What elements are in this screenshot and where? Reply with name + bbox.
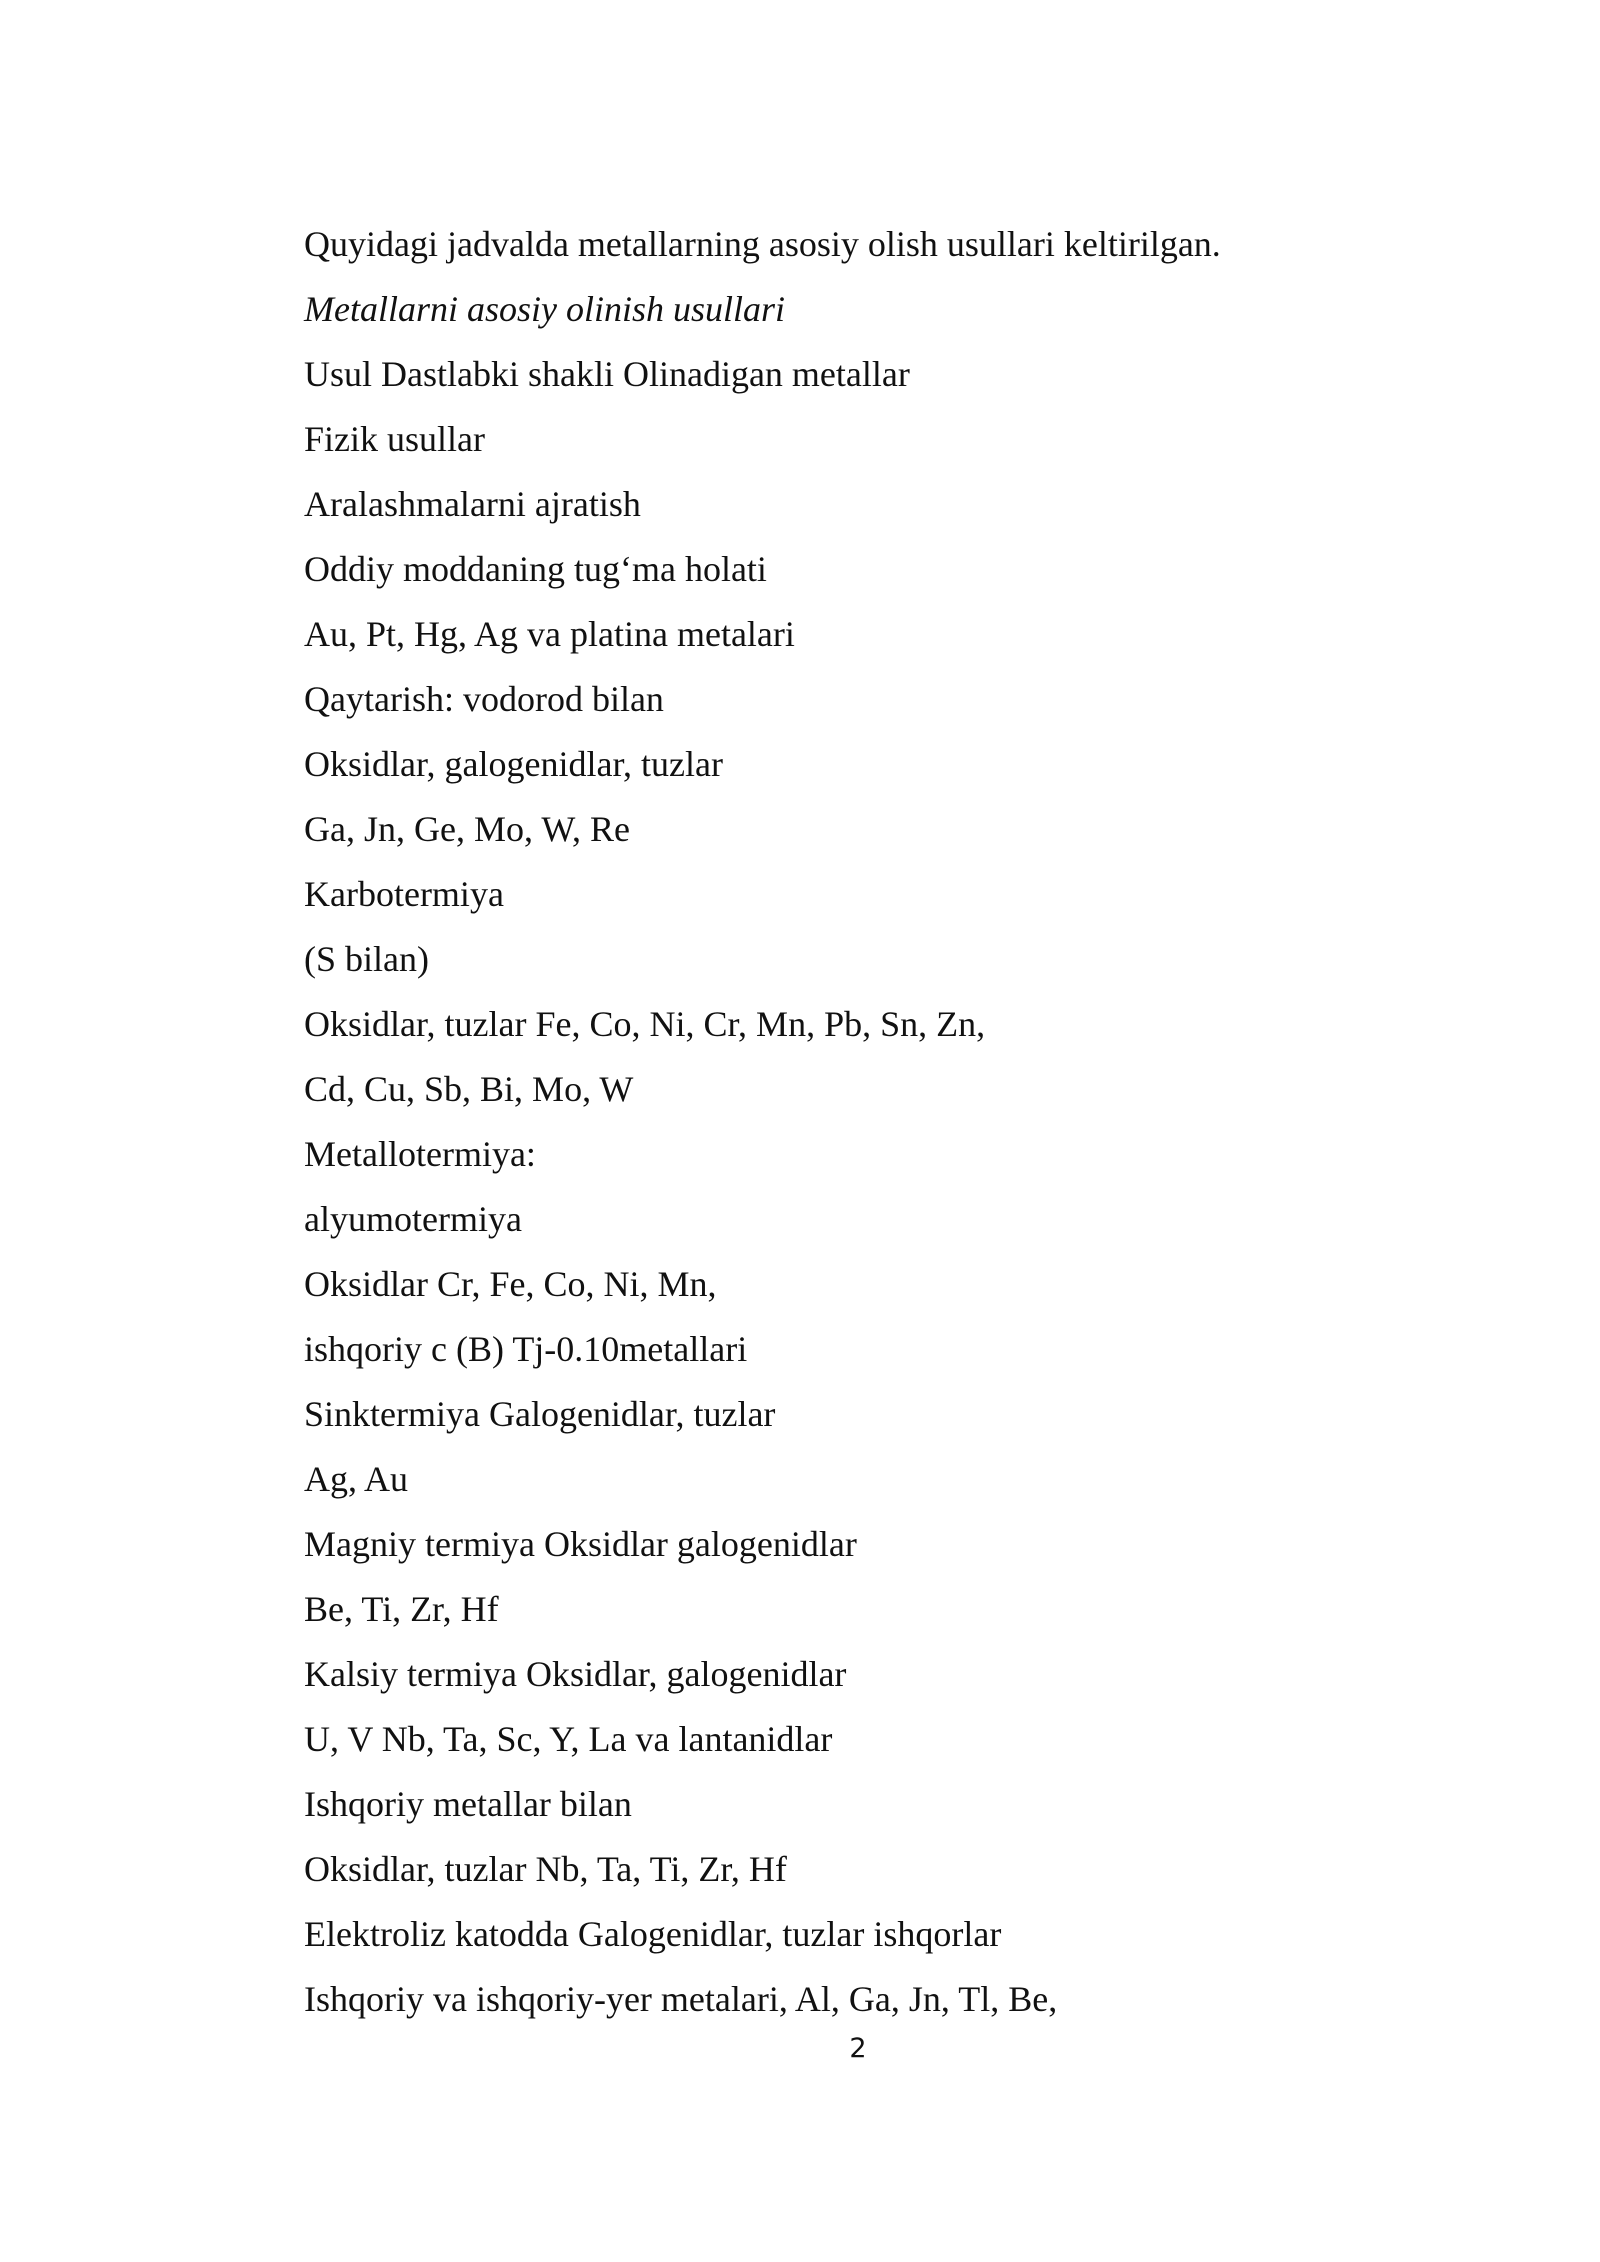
text-line: Karbotermiya xyxy=(304,874,504,914)
text-line: Aralashmalarni ajratish xyxy=(304,484,641,524)
text-line: Fizik usullar xyxy=(304,419,485,459)
text-line: Oksidlar, galogenidlar, tuzlar xyxy=(304,744,723,784)
text-line: (S bilan) xyxy=(304,939,429,979)
text-line: Usul Dastlabki shakli Olinadigan metallar xyxy=(304,354,910,394)
text-line: Cd, Cu, Sb, Bi, Mo, W xyxy=(304,1069,634,1109)
page-number: 2 xyxy=(849,2033,867,2064)
text-line: Oksidlar Cr, Fe, Co, Ni, Mn, xyxy=(304,1264,717,1304)
text-line: Magniy termiya Oksidlar galogenidlar xyxy=(304,1524,857,1564)
text-line: Oksidlar, tuzlar Fe, Co, Ni, Cr, Mn, Pb, Sn, Zn, xyxy=(304,1004,986,1044)
text-line: Au, Pt, Hg, Ag va platina metalari xyxy=(304,614,795,654)
table-caption: Metallarni asosiy olinish usullari xyxy=(304,289,786,329)
text-line: Ga, Jn, Ge, Mo, W, Re xyxy=(304,809,630,849)
text-line: Ag, Au xyxy=(304,1459,409,1499)
text-line: alyumotermiya xyxy=(304,1199,522,1239)
text-line: Ishqoriy metallar bilan xyxy=(304,1784,632,1824)
text-line: ishqoriy c (B) Tj-0.10metallari xyxy=(304,1329,748,1369)
text-line: Metallotermiya: xyxy=(304,1134,536,1174)
text-line: Qaytarish: vodorod bilan xyxy=(304,679,664,719)
text-line: Ishqoriy va ishqoriy-yer metalari, Al, Ga, Jn, Tl, Be, xyxy=(304,1979,1058,2019)
text-line: Be, Ti, Zr, Hf xyxy=(304,1589,499,1629)
page-content xyxy=(304,212,1354,2032)
text-line: Elektroliz katodda Galogenidlar, tuzlar ishqorlar xyxy=(304,1914,1002,1954)
text-line: U, V Nb, Ta, Sc, Y, La va lantanidlar xyxy=(304,1719,833,1759)
text-line: Oddiy moddaning tug‘ma holati xyxy=(304,549,767,589)
text-line: Sinktermiya Galogenidlar, tuzlar xyxy=(304,1394,776,1434)
text-line: Oksidlar, tuzlar Nb, Ta, Ti, Zr, Hf xyxy=(304,1849,787,1889)
text-line: Kalsiy termiya Oksidlar, galogenidlar xyxy=(304,1654,847,1694)
intro-paragraph: Quyidagi jadvalda metallarning asosiy olish usullari keltirilgan. xyxy=(304,224,1221,264)
